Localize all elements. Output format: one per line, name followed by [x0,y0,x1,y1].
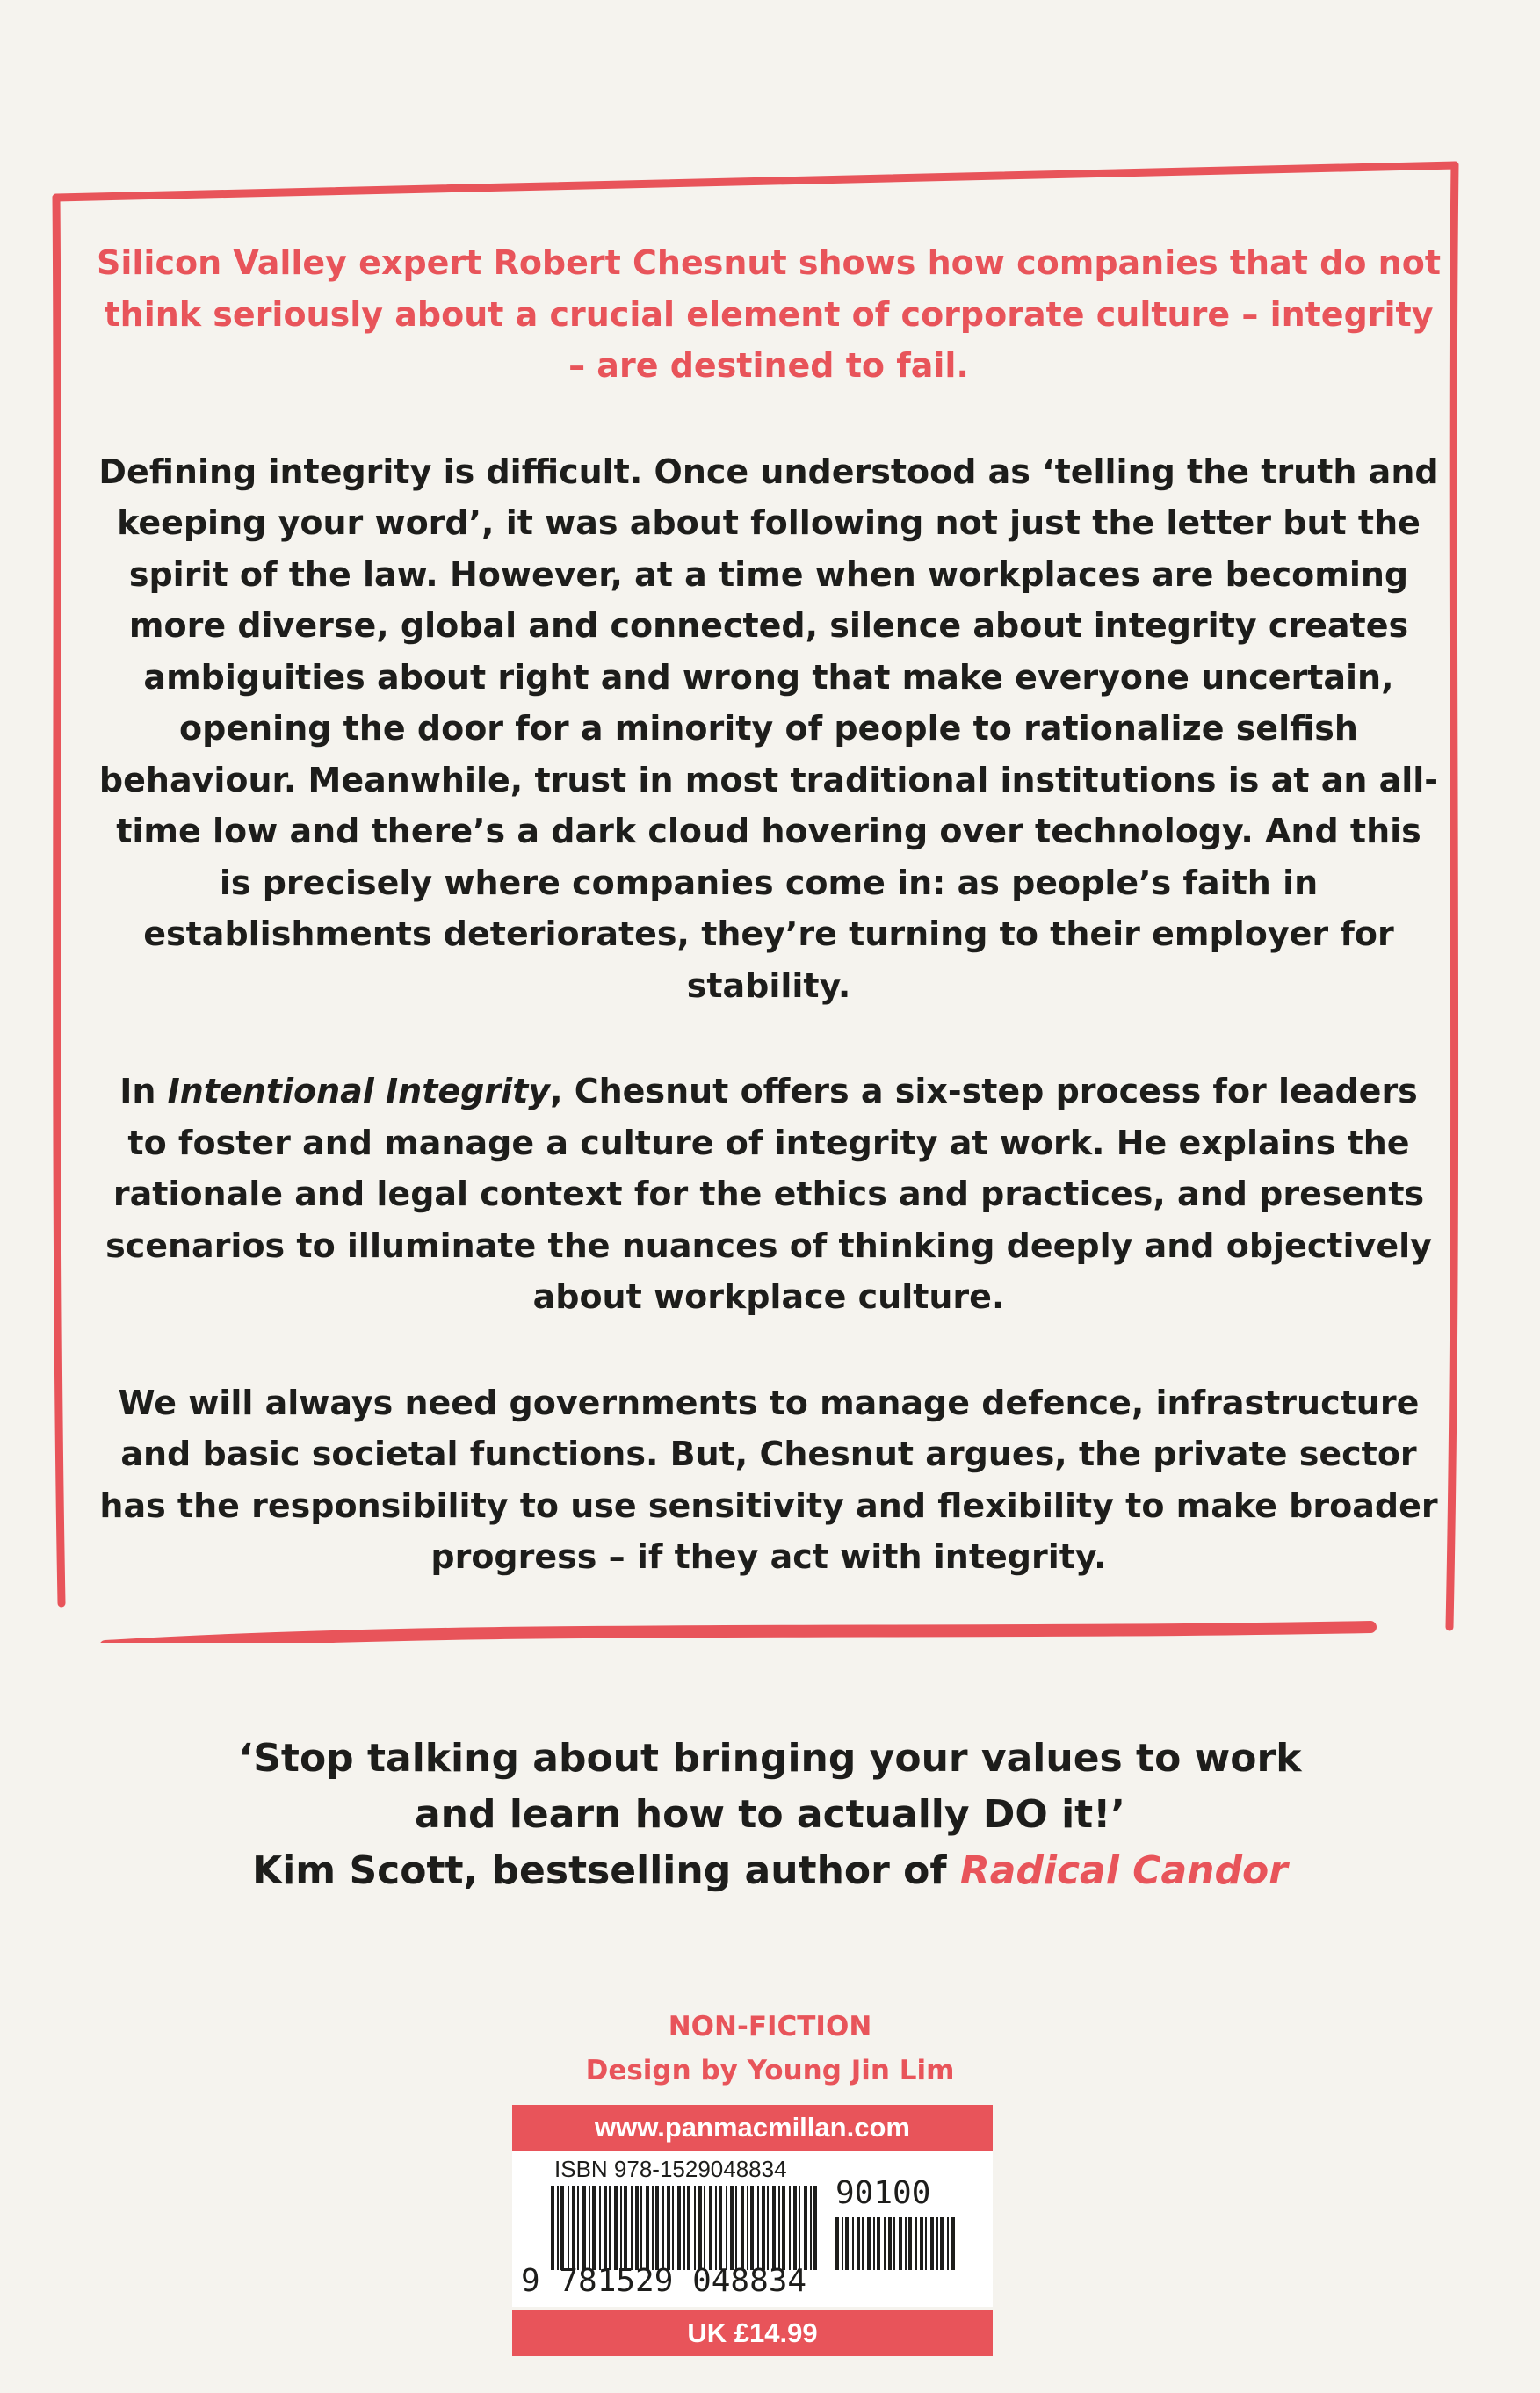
para2-rest: , Chesnut offers a six-step process for leaders to foster and manage a culture of integrity at work. He explains the rationale and legal context for the ethics and practices, and presents scenarios to illuminate the nuances of thinking deeply and objectively about workplace culture. [105,1072,1432,1316]
barcode-bar [908,2217,912,2270]
barcode-bar [947,2217,949,2270]
barcode-bar [551,2186,554,2270]
barcode-bar [757,2186,759,2270]
barcode-bar [655,2186,659,2270]
barcode-bar [842,2217,843,2270]
design-credit: Design by Young Jin Lim [585,2055,955,2086]
barcode-bar [609,2186,611,2270]
book-title: Intentional Integrity [167,1072,551,1110]
barcode-bar [951,2217,955,2270]
barcode-bar [936,2217,938,2270]
isbn-label: ISBN 978-1529048834 [554,2156,787,2182]
barcode-bar [767,2186,769,2270]
barcode-bar [782,2186,785,2270]
barcode-bar [704,2186,705,2270]
barcode-block [512,2105,993,2356]
barcode-bar [557,2186,559,2270]
barcode-bar [577,2186,579,2270]
blurb-paragraph-2 [97,1066,1441,1323]
barcode-bar [772,2186,776,2270]
barcode-bar [652,2186,654,2270]
barcode-bar [741,2186,744,2270]
barcode-bar [646,2186,649,2270]
barcode-bar [572,2186,575,2270]
quote-line-1: ‘Stop talking about bringing your values to work [238,1736,1302,1781]
barcode-bar [762,2186,765,2270]
barcode-bar [804,2186,807,2270]
quote-attribution [176,1843,1364,1899]
attribution-book: Radical Candor [959,1848,1288,1893]
barcode-bar [873,2217,875,2270]
barcode-bar [925,2217,927,2270]
blurb-paragraph-3: We will always need governments to manage defence, infrastructure and basic societal functions. But, Chesnut argues, the private sector has the responsibility to use sensitivity and flexibility to make broader progress – if they act with integrity. [99,1383,1438,1576]
barcode-bar [677,2186,681,2270]
barcode-bar [589,2186,590,2270]
blurb-paragraph-1: Defining integrity is difficult. Once understood as ‘telling the truth and keeping your word’, it was about following not just the letter but the spirit of the law. However, at a time when workplaces are becoming more diverse, global and connected, silence about integrity creates ambiguities about right and wrong that make everyone uncertain, opening the door for a minority of people to rationalize selfish behaviour. Meanwhile, trust in most traditional institutions is at an all-time low and there’s a dark cloud hovering over technology. And this is precisely where companies come in: as people’s faith in establishments deteriorates, they’re turning to their employer for stability. [98,452,1439,1005]
barcode-bar [888,2217,892,2270]
barcode-bar [845,2217,849,2270]
barcode-bar [698,2186,702,2270]
barcode-bar [867,2217,871,2270]
barcode-bar [683,2186,685,2270]
barcode-bar [852,2217,854,2270]
barcode-bar [614,2186,618,2270]
barcode-bar [862,2217,864,2270]
barcode-bar [750,2186,754,2270]
barcode-bar [560,2186,564,2270]
blurb-lead: Silicon Valley expert Robert Chesnut shows how companies that do not think seriously about a crucial element of corporate culture – integrity – are destined to fail. [97,243,1441,385]
barcode-bar [672,2186,674,2270]
barcode-icon [551,2186,823,2270]
barcode-bar [715,2186,717,2270]
barcode-bar [620,2186,622,2270]
barcode-bar [920,2217,923,2270]
barcode-bar [857,2217,860,2270]
barcode-bar [604,2186,607,2270]
para2-prefix: In [119,1072,168,1110]
barcode-bar [905,2217,907,2270]
barcode-bar [735,2186,737,2270]
attribution-text: Kim Scott, bestselling author of [252,1848,960,1893]
barcode-bar [884,2217,886,2270]
category-label: NON-FICTION [668,2011,872,2042]
quote-line-2: and learn how to actually DO it!’ [414,1792,1125,1837]
barcode-bar [835,2217,839,2270]
barcode-bar [940,2217,944,2270]
barcode-bar [694,2186,696,2270]
barcode-bar [582,2186,586,2270]
barcode-bar [778,2186,780,2270]
barcode-bar [899,2217,902,2270]
barcode-bar [592,2186,596,2270]
barcode-bar [893,2217,895,2270]
barcode-bar [813,2186,817,2270]
barcode-bar [662,2186,664,2270]
barcode-bar [793,2186,797,2270]
barcode-bar [930,2217,934,2270]
barcode-bar [635,2186,639,2270]
barcode-bar [719,2186,722,2270]
addon-digits: 90100 [835,2175,931,2211]
endorsement [176,1731,1364,1899]
barcode-bar [687,2186,690,2270]
barcode-bar [640,2186,642,2270]
barcode-area [512,2151,993,2307]
barcode-bar [799,2186,800,2270]
blurb [97,237,1441,1638]
addon-barcode-icon [835,2217,958,2270]
meta-info [492,2005,1048,2093]
barcode-bar [789,2186,791,2270]
barcode-bar [709,2186,712,2270]
barcode-bar [730,2186,734,2270]
barcode-bar [877,2217,880,2270]
price-label: UK £14.99 [512,2310,993,2356]
barcode-bar [667,2186,670,2270]
barcode-bar [726,2186,727,2270]
barcode-bar [599,2186,601,2270]
barcode-bar [810,2186,812,2270]
barcode-bar [747,2186,748,2270]
publisher-url: www.panmacmillan.com [512,2105,993,2151]
barcode-bar [915,2217,917,2270]
barcode-bar [568,2186,569,2270]
barcode-bar [624,2186,627,2270]
barcode-digits: 9 781529 048834 [521,2263,807,2299]
barcode-bar [631,2186,633,2270]
